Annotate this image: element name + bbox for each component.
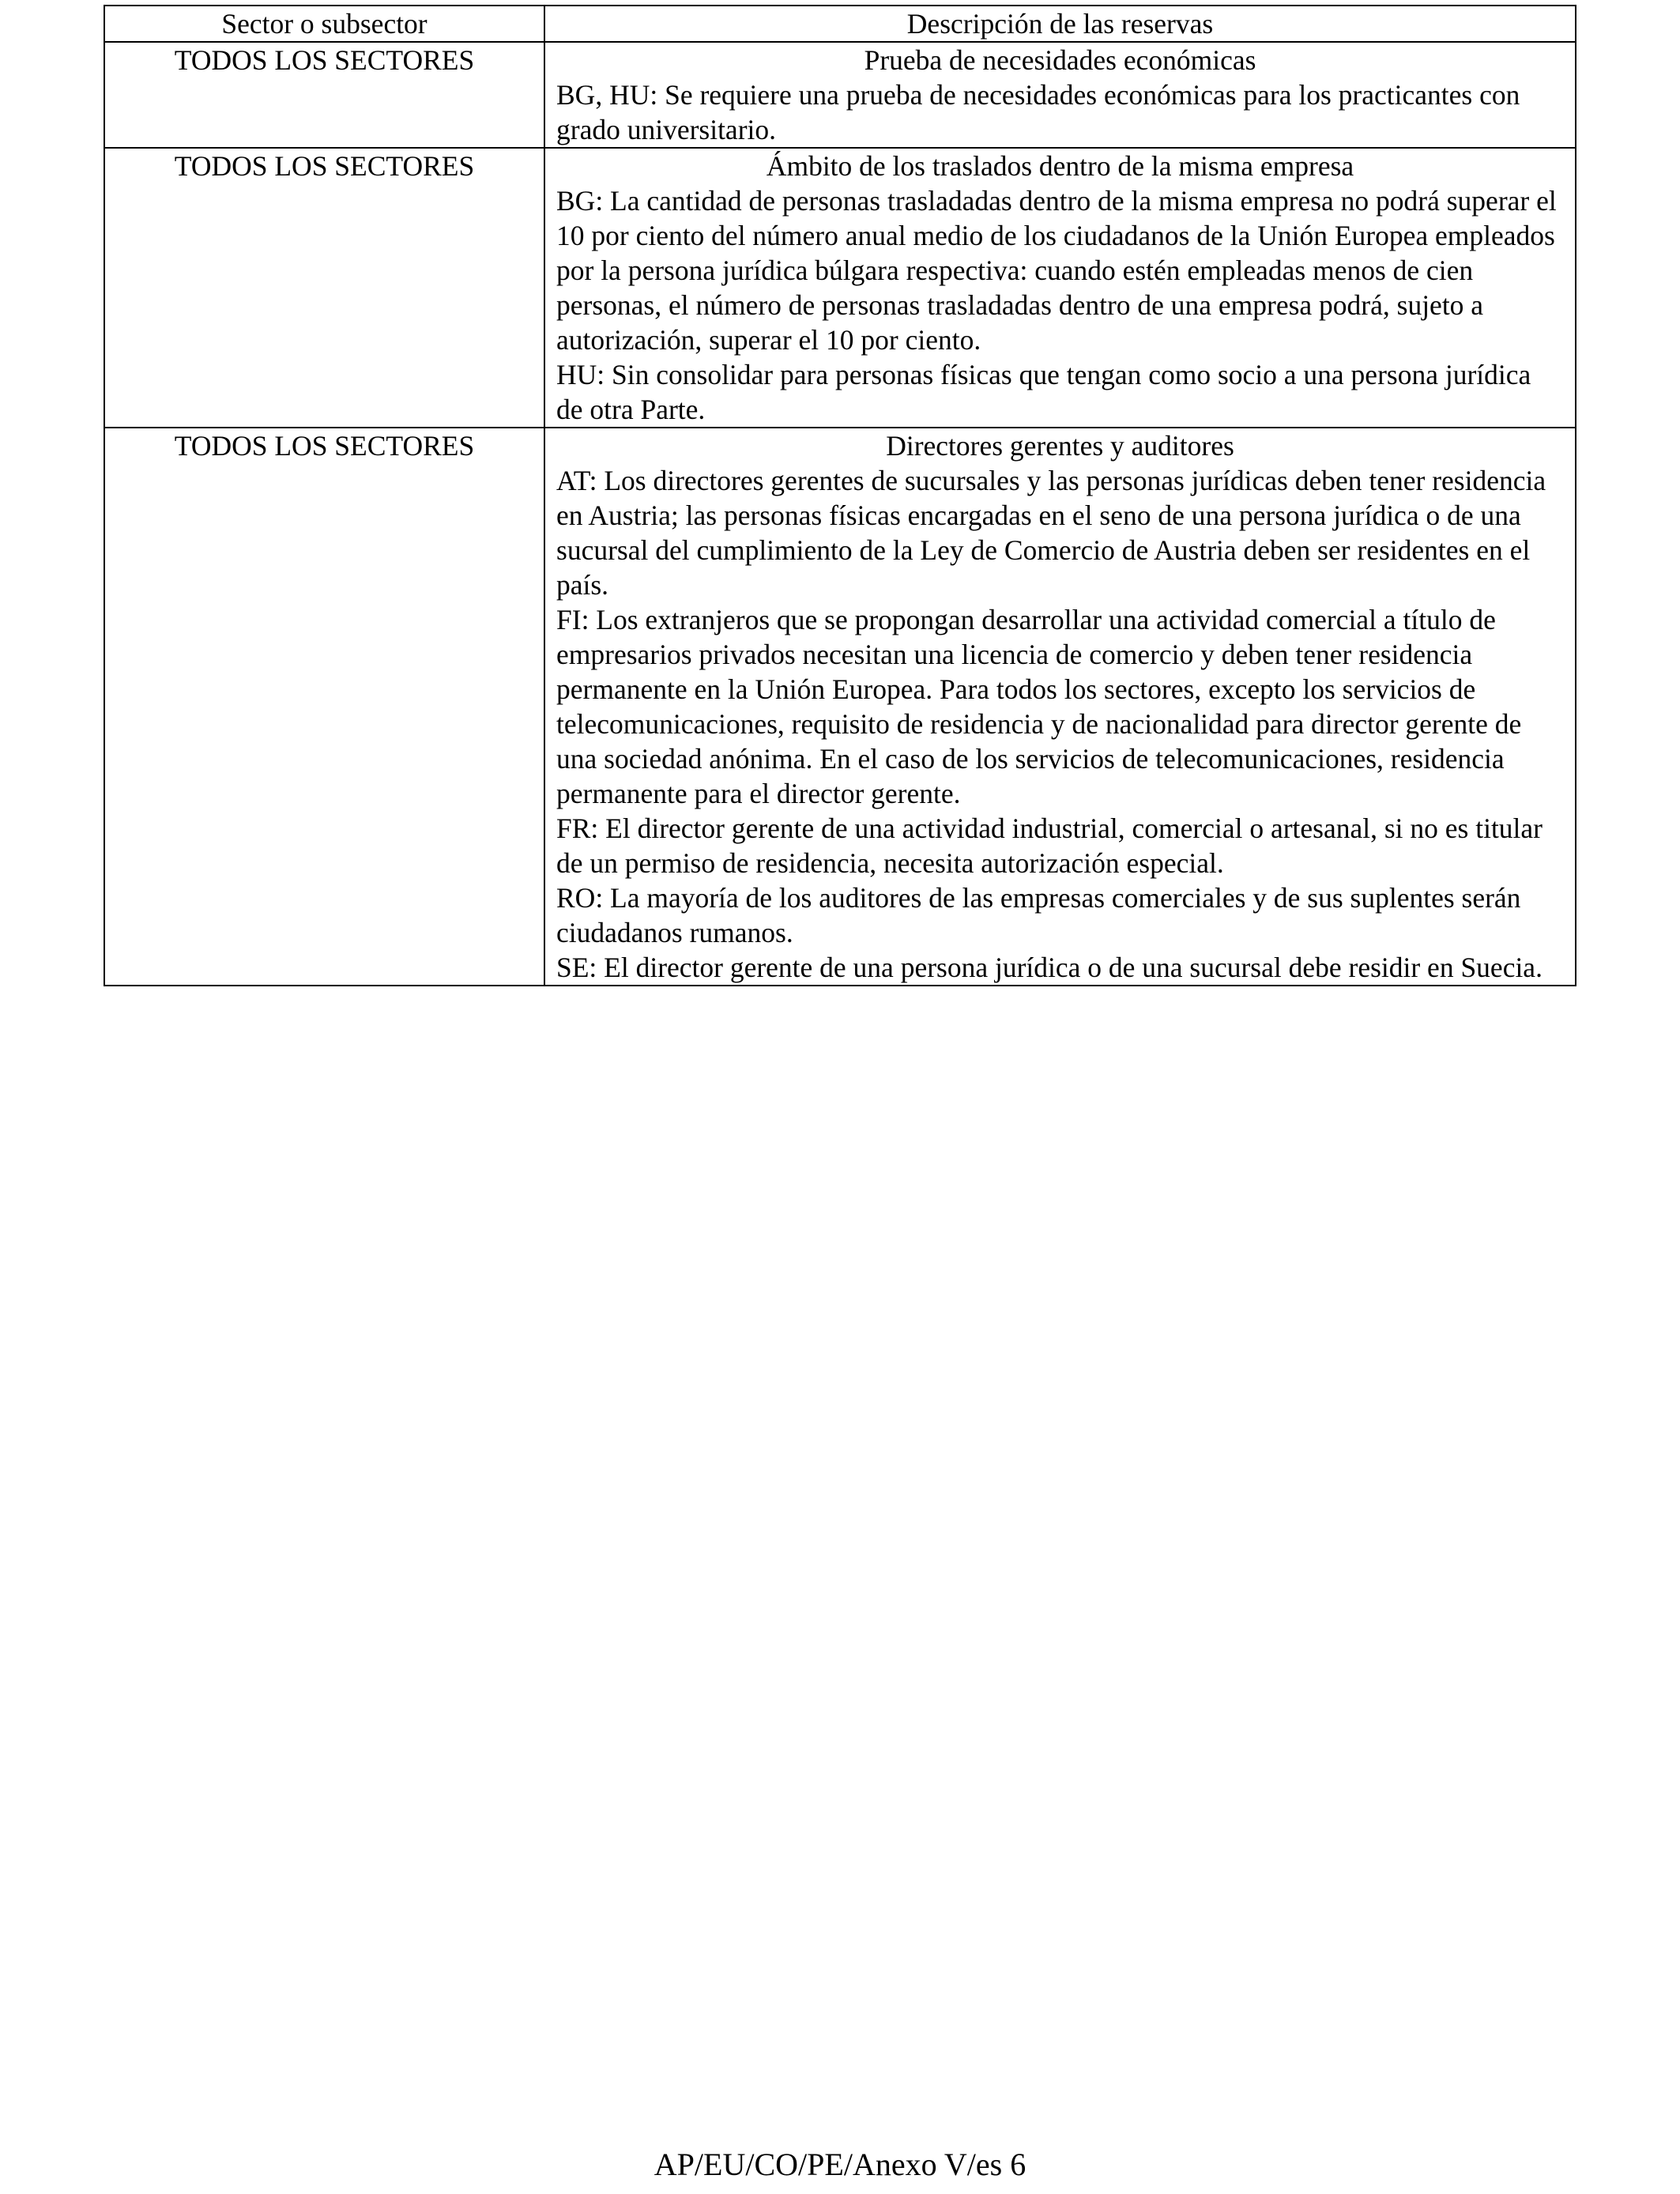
description-cell: [544, 148, 1576, 428]
sector-cell: TODOS LOS SECTORES: [104, 42, 544, 148]
sector-cell: TODOS LOS SECTORES: [104, 428, 544, 986]
header-description: Descripción de las reservas: [544, 6, 1576, 42]
table-row: [104, 148, 1576, 428]
reserve-paragraph: SE: El director gerente de una persona jurídica o de una sucursal debe residir en Suecia.: [556, 952, 1543, 983]
reserve-heading: Directores gerentes y auditores: [886, 430, 1234, 462]
description-cell: [544, 428, 1576, 986]
header-sector: Sector o subsector: [104, 6, 544, 42]
description-cell: [544, 42, 1576, 148]
reserve-paragraph: HU: Sin consolidar para personas físicas que tengan como socio a una persona jurídica de otra Parte.: [556, 359, 1531, 425]
reserve-heading: Prueba de necesidades económicas: [864, 44, 1256, 76]
reserve-paragraph: BG, HU: Se requiere una prueba de necesidades económicas para los practicantes con grado universitario.: [556, 79, 1520, 145]
page-footer: AP/EU/CO/PE/Anexo V/es 6: [654, 2147, 1026, 2182]
reserve-paragraph: RO: La mayoría de los auditores de las empresas comerciales y de sus suplentes serán ciudadanos rumanos.: [556, 882, 1521, 948]
reserve-paragraph: FI: Los extranjeros que se propongan desarrollar una actividad comercial a título de empresarios privados necesitan una licencia de comercio y deben tener residencia permanente en la Unión Europea. Para todos los sectores, excepto los servicios de telecomunicaciones, requisito de residencia y de nacionalidad para director gerente de una sociedad anónima. En el caso de los servicios de telecomunicaciones, residencia permanente para el director gerente.: [556, 604, 1522, 809]
reserve-paragraph: AT: Los directores gerentes de sucursales y las personas jurídicas deben tener residencia en Austria; las personas físicas encargadas en el seno de una persona jurídica o de una sucursal del cumplimiento de la Ley de Comercio de Austria deben ser residentes en el país.: [556, 465, 1546, 601]
reserves-table: [104, 5, 1576, 986]
reserve-heading: Ámbito de los traslados dentro de la misma empresa: [766, 150, 1354, 182]
table-row: [104, 42, 1576, 148]
reserve-paragraph: FR: El director gerente de una actividad industrial, comercial o artesanal, si no es titular de un permiso de residencia, necesita autorización especial.: [556, 812, 1543, 879]
table-header-row: [104, 6, 1576, 42]
sector-cell: TODOS LOS SECTORES: [104, 148, 544, 428]
table-row: [104, 428, 1576, 986]
reserve-paragraph: BG: La cantidad de personas trasladadas dentro de la misma empresa no podrá superar el 10 por ciento del número anual medio de los ciudadanos de la Unión Europea empleados por la persona jurídica búlgara respectiva: cuando estén empleadas menos de cien personas, el número de personas trasladadas dentro de una empresa podrá, sujeto a autorización, superar el 10 por ciento.: [556, 185, 1557, 356]
